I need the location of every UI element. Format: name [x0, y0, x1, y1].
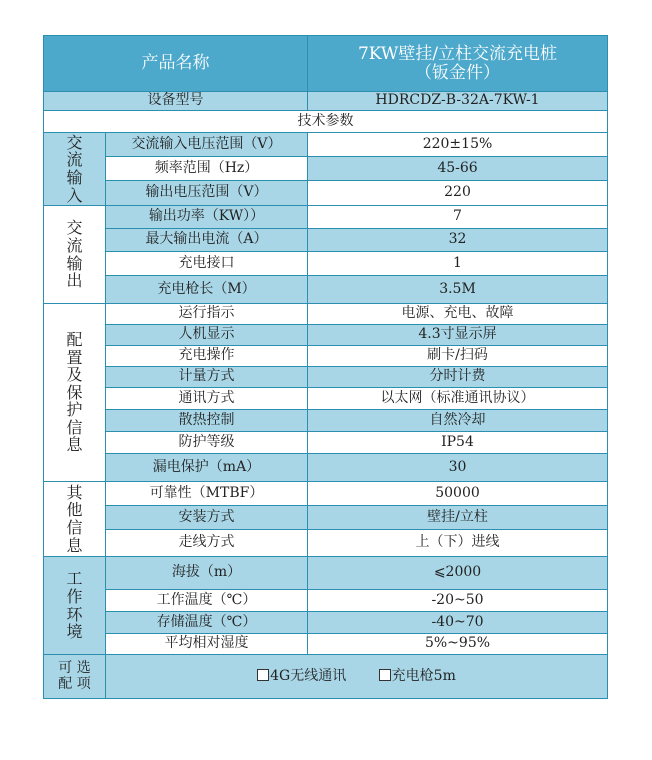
param-label: 计量方式: [106, 367, 308, 388]
section-char: 息: [66, 535, 83, 555]
table-row: [44, 229, 608, 252]
table-row: [44, 325, 608, 346]
param-value: 5%~95%: [308, 634, 608, 655]
table-row: [44, 454, 608, 482]
param-label: 充电接口: [106, 252, 308, 276]
model-label: 设备型号: [44, 92, 308, 111]
param-value: 50000: [308, 482, 608, 506]
param-label: 充电操作: [106, 346, 308, 367]
param-label: 海拔（m）: [106, 557, 308, 590]
section-char: 流: [66, 235, 83, 255]
checkbox-icon: [257, 669, 269, 681]
param-value: 220±15%: [308, 133, 608, 157]
param-value: 壁挂/立柱: [308, 506, 608, 530]
param-label: 交流输入电压范围（V）: [106, 133, 308, 157]
table-row: [44, 133, 608, 157]
section-char: 作: [66, 586, 83, 606]
section-char: 护: [66, 400, 83, 420]
section-char: 输: [66, 253, 83, 273]
param-label: 工作温度（℃）: [106, 590, 308, 612]
param-label: 防护等级: [106, 432, 308, 454]
param-label: 输出功率（KW））: [106, 206, 308, 229]
options-label-line1: 可 选: [58, 660, 91, 677]
model-value: HDRCDZ-B-32A-7KW-1: [308, 92, 608, 111]
param-value: ⩽2000: [308, 557, 608, 590]
table-row: [44, 530, 608, 557]
section-label-ac-output: [44, 206, 106, 304]
options-label: [44, 655, 106, 699]
checkbox-icon: [379, 669, 391, 681]
option-cable-5m: [379, 669, 456, 684]
param-value: 4.3寸显示屏: [308, 325, 608, 346]
table-row: [44, 157, 608, 181]
table-row: [44, 634, 608, 655]
param-value: 电源、充电、故障: [308, 304, 608, 325]
options-row: [44, 655, 608, 699]
table-row: [44, 590, 608, 612]
param-label: 输出电压范围（V）: [106, 181, 308, 206]
section-char: 信: [66, 518, 83, 537]
product-title-line2: （钣金件）: [415, 62, 500, 83]
table-row: [44, 612, 608, 634]
section-char: 出: [66, 271, 83, 291]
product-title-line1: 7KW壁挂/立柱交流充电桩: [357, 43, 558, 64]
param-value: -40~70: [308, 612, 608, 634]
param-value: 1: [308, 252, 608, 276]
section-label-ac-input: [44, 133, 106, 206]
table-row: [44, 276, 608, 304]
table-row: [44, 432, 608, 454]
options-list: [106, 655, 608, 699]
param-value: 上（下）进线: [308, 530, 608, 557]
section-char: 其: [66, 482, 83, 502]
param-value: 自然冷却: [308, 410, 608, 432]
param-label: 安装方式: [106, 506, 308, 530]
param-value: 3.5M: [308, 276, 608, 304]
section-char: 境: [66, 622, 83, 642]
section-char: 信: [66, 417, 83, 437]
param-label: 运行指示: [106, 304, 308, 325]
param-value: 220: [308, 181, 608, 206]
param-value: 刷卡/扫码: [308, 346, 608, 367]
product-name-value: [308, 36, 608, 92]
section-label-other: [44, 482, 106, 557]
table-row: [44, 388, 608, 410]
option-4g: [257, 669, 346, 684]
table-row: [44, 304, 608, 325]
table-row: [44, 181, 608, 206]
param-label: 散热控制: [106, 410, 308, 432]
param-label: 最大输出电流（A）: [106, 229, 308, 252]
section-char: 及: [66, 365, 83, 385]
section-char: 息: [66, 435, 83, 455]
section-char: 环: [66, 604, 83, 624]
section-char: 交: [66, 132, 83, 152]
section-char: 保: [66, 382, 83, 402]
param-value: 以太网（标准通讯协议）: [308, 388, 608, 410]
param-value: 32: [308, 229, 608, 252]
tech-params-heading: 技术参数: [44, 111, 608, 133]
table-row: [44, 482, 608, 506]
section-char: 流: [66, 150, 83, 170]
product-name-label: 产品名称: [44, 36, 308, 92]
param-label: 可靠性（MTBF）: [106, 482, 308, 506]
param-value: -20~50: [308, 590, 608, 612]
param-label: 存储温度（℃）: [106, 612, 308, 634]
param-label: 通讯方式: [106, 388, 308, 410]
section-char: 入: [66, 185, 83, 205]
section-char: 输: [66, 168, 83, 187]
table-row: [44, 506, 608, 530]
param-label: 平均相对湿度: [106, 634, 308, 655]
header-row: [44, 36, 608, 92]
param-value: 30: [308, 454, 608, 482]
param-label: 走线方式: [106, 530, 308, 557]
option-label: 4G无线通讯: [270, 667, 347, 684]
option-label: 充电枪5m: [391, 667, 456, 684]
table-row: [44, 410, 608, 432]
table-row: [44, 346, 608, 367]
param-value: IP54: [308, 432, 608, 454]
section-char: 配: [66, 329, 83, 349]
param-value: 分时计费: [308, 367, 608, 388]
tech-params-row: [44, 111, 608, 133]
table-row: [44, 252, 608, 276]
param-value: 7: [308, 206, 608, 229]
section-char: 他: [66, 500, 83, 520]
spec-table: [43, 35, 608, 699]
table-row: [44, 367, 608, 388]
section-char: 交: [66, 218, 83, 238]
table-row: [44, 557, 608, 590]
section-label-env: [44, 557, 106, 655]
param-label: 漏电保护（mA）: [106, 454, 308, 482]
param-value: 45-66: [308, 157, 608, 181]
param-label: 频率范围（Hz）: [106, 157, 308, 181]
section-label-config: [44, 304, 106, 482]
section-char: 工: [66, 569, 83, 589]
param-label: 人机显示: [106, 325, 308, 346]
param-label: 充电枪长（M）: [106, 276, 308, 304]
table-row: [44, 206, 608, 229]
options-label-line2: 配 项: [58, 675, 91, 692]
section-char: 置: [66, 347, 83, 367]
model-row: [44, 92, 608, 111]
